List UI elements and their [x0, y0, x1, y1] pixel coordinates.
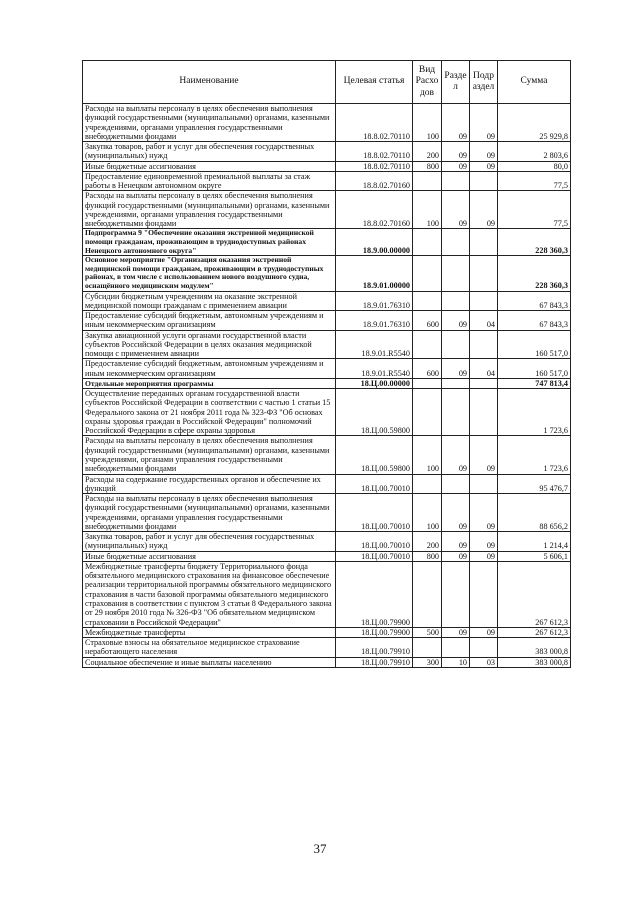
row-section — [442, 638, 470, 658]
row-section — [442, 389, 470, 436]
row-expense-type: 100 — [413, 104, 442, 142]
row-target-code: 18.9.00.00000 — [336, 229, 413, 256]
row-section: 09 — [442, 104, 470, 142]
table-row — [83, 389, 571, 436]
table-row — [83, 171, 571, 191]
row-name: Предоставление единовременной премиальной выплаты за стаж работы в Ненецком автономном округе — [83, 171, 336, 191]
table-row — [83, 161, 571, 171]
header-expense-type: Вид Расхо дов — [413, 61, 442, 104]
row-amount: 267 612,3 — [498, 627, 571, 637]
row-amount: 267 612,3 — [498, 561, 571, 627]
row-section: 09 — [442, 551, 470, 561]
table-header-row — [83, 61, 571, 104]
row-expense-type: 100 — [413, 494, 442, 532]
row-subsection: 03 — [470, 657, 498, 667]
row-target-code: 18.Ц.00.79900 — [336, 561, 413, 627]
row-subsection: 09 — [470, 532, 498, 552]
row-subsection — [470, 330, 498, 359]
budget-table — [82, 60, 571, 668]
row-section — [442, 561, 470, 627]
row-name: Страховые взносы на обязательное медицинское страхование неработающего населения — [83, 638, 336, 658]
row-subsection — [470, 561, 498, 627]
row-name: Иные бюджетные ассигнования — [83, 161, 336, 171]
row-name: Основное мероприятие "Организация оказания экстренной медицинской помощи гражданам, проживающим в труднодоступных районах, в том числе с использованием нового воздушного судна, оснащённого медицинским модулем" — [83, 256, 336, 291]
row-amount: 25 929,8 — [498, 104, 571, 142]
row-section: 09 — [442, 436, 470, 474]
row-amount: 160 517,0 — [498, 359, 571, 379]
row-section — [442, 229, 470, 256]
table-row — [83, 638, 571, 658]
table-row — [83, 436, 571, 474]
row-expense-type: 300 — [413, 657, 442, 667]
row-name: Расходы на выплаты персоналу в целях обеспечения выполнения функций государственными (муниципальными) органами, казенными учреждениями, органами управления государственными внебюджетными фондами — [83, 104, 336, 142]
table-row — [83, 657, 571, 667]
row-target-code: 18.Ц.00.59800 — [336, 389, 413, 436]
row-section — [442, 291, 470, 311]
row-section — [442, 330, 470, 359]
table-row — [83, 532, 571, 552]
row-expense-type: 500 — [413, 627, 442, 637]
row-name: Закупка авиационной услуги органами государственной власти субъектов Российской Федерации в целях оказания медицинской помощи с применением авиации — [83, 330, 336, 359]
row-target-code: 18.8.02.70160 — [336, 191, 413, 229]
table-row — [83, 561, 571, 627]
header-subsection: Подр аздел — [470, 61, 498, 104]
row-amount: 95 476,7 — [498, 474, 571, 494]
row-amount: 383 000,8 — [498, 638, 571, 658]
row-amount: 1 723,6 — [498, 389, 571, 436]
row-subsection: 09 — [470, 551, 498, 561]
row-target-code: 18.9.01.00000 — [336, 256, 413, 291]
table-row — [83, 551, 571, 561]
row-subsection: 04 — [470, 359, 498, 379]
row-subsection — [470, 171, 498, 191]
row-section: 09 — [442, 532, 470, 552]
row-subsection — [470, 378, 498, 388]
row-section: 09 — [442, 142, 470, 162]
row-target-code: 18.Ц.00.79910 — [336, 657, 413, 667]
row-target-code: 18.Ц.00.00000 — [336, 378, 413, 388]
row-amount: 228 360,3 — [498, 229, 571, 256]
table-row — [83, 494, 571, 532]
row-subsection — [470, 229, 498, 256]
header-amount: Сумма — [498, 61, 571, 104]
row-name: Осуществление переданных органам государственной власти субъектов Российской Федерации в соответствии с частью 1 статьи 15 Федерального закона от 21 ноября 2011 года № 323-ФЗ "Об основах охраны здоровья граждан в Российской Федерации" полномочий Российской Федерации в сфере охраны здоровья — [83, 389, 336, 436]
row-section — [442, 474, 470, 494]
row-target-code: 18.Ц.00.59800 — [336, 436, 413, 474]
row-name: Расходы на содержание государственных органов и обеспечение их функций — [83, 474, 336, 494]
row-target-code: 18.8.02.70110 — [336, 142, 413, 162]
row-amount: 77,5 — [498, 191, 571, 229]
table-row — [83, 627, 571, 637]
row-section: 09 — [442, 359, 470, 379]
row-amount: 67 843,3 — [498, 291, 571, 311]
row-amount: 383 000,8 — [498, 657, 571, 667]
header-name: Наименование — [83, 61, 336, 104]
row-subsection: 09 — [470, 142, 498, 162]
row-name: Субсидии бюджетным учреждениям на оказание экстренной медицинской помощи гражданам с применением авиации — [83, 291, 336, 311]
row-target-code: 18.8.02.70110 — [336, 104, 413, 142]
row-section: 09 — [442, 311, 470, 331]
row-subsection: 09 — [470, 627, 498, 637]
row-name: Расходы на выплаты персоналу в целях обеспечения выполнения функций государственными (муниципальными) органами, казенными учреждениями, органами управления государственными внебюджетными фондами — [83, 494, 336, 532]
table-row — [83, 378, 571, 388]
row-target-code: 18.Ц.00.70010 — [336, 494, 413, 532]
row-subsection — [470, 389, 498, 436]
row-expense-type — [413, 256, 442, 291]
row-target-code: 18.9.01.76310 — [336, 311, 413, 331]
row-subsection: 09 — [470, 161, 498, 171]
row-target-code: 18.Ц.00.79900 — [336, 627, 413, 637]
row-expense-type: 200 — [413, 532, 442, 552]
row-name: Межбюджетные трансферты бюджету Территориального фонда обязательного медицинского страхования на финансовое обеспечение реализации территориальной программы обязательного медицинского страхования в части базовой программы обязательного медицинского страхования в соответствии с пунктом 3 статьи 8 Федерального закона от 29 ноября 2010 года № 326-ФЗ "Об обязательном медицинском страховании в Российской Федерации" — [83, 561, 336, 627]
row-subsection: 09 — [470, 494, 498, 532]
row-name: Иные бюджетные ассигнования — [83, 551, 336, 561]
row-subsection — [470, 256, 498, 291]
row-name: Закупка товаров, работ и услуг для обеспечения государственных (муниципальных) нужд — [83, 532, 336, 552]
row-expense-type — [413, 330, 442, 359]
row-section — [442, 171, 470, 191]
row-expense-type — [413, 378, 442, 388]
row-expense-type — [413, 474, 442, 494]
row-expense-type: 100 — [413, 191, 442, 229]
row-expense-type — [413, 229, 442, 256]
row-amount: 88 656,2 — [498, 494, 571, 532]
row-name: Расходы на выплаты персоналу в целях обеспечения выполнения функций государственными (муниципальными) органами, казенными учреждениями, органами управления государственными внебюджетными фондами — [83, 191, 336, 229]
row-amount: 160 517,0 — [498, 330, 571, 359]
table-row — [83, 142, 571, 162]
row-target-code: 18.8.02.70110 — [336, 161, 413, 171]
table-body — [83, 104, 571, 668]
row-target-code: 18.9.01.R5540 — [336, 359, 413, 379]
row-amount: 80,0 — [498, 161, 571, 171]
row-name: Расходы на выплаты персоналу в целях обеспечения выполнения функций государственными (муниципальными) органами, казенными учреждениями, органами управления государственными внебюджетными фондами — [83, 436, 336, 474]
row-target-code: 18.8.02.70160 — [336, 171, 413, 191]
table-row — [83, 474, 571, 494]
row-section — [442, 256, 470, 291]
row-amount: 228 360,3 — [498, 256, 571, 291]
table-row — [83, 256, 571, 291]
row-target-code: 18.Ц.00.70010 — [336, 474, 413, 494]
row-section: 09 — [442, 161, 470, 171]
row-section: 10 — [442, 657, 470, 667]
page-number: 37 — [313, 841, 327, 856]
table-row — [83, 359, 571, 379]
row-amount: 67 843,3 — [498, 311, 571, 331]
row-amount: 747 813,4 — [498, 378, 571, 388]
row-target-code: 18.Ц.00.70010 — [336, 551, 413, 561]
row-target-code: 18.9.01.R5540 — [336, 330, 413, 359]
row-expense-type — [413, 171, 442, 191]
row-expense-type: 800 — [413, 161, 442, 171]
row-name: Предоставление субсидий бюджетным, автономным учреждениям и иным некоммерческим организациям — [83, 311, 336, 331]
row-section: 09 — [442, 494, 470, 532]
table-row — [83, 330, 571, 359]
table-row — [83, 291, 571, 311]
row-expense-type — [413, 561, 442, 627]
row-subsection — [470, 291, 498, 311]
row-subsection: 04 — [470, 311, 498, 331]
row-amount: 1 723,6 — [498, 436, 571, 474]
row-subsection: 09 — [470, 436, 498, 474]
table-row — [83, 311, 571, 331]
header-target: Целевая статья — [336, 61, 413, 104]
row-amount: 1 214,4 — [498, 532, 571, 552]
row-name: Подпрограмма 9 "Обеспечение оказания экстренной медицинской помощи гражданам, проживающим в труднодоступных районах Ненецкого автономного округа" — [83, 229, 336, 256]
row-expense-type: 100 — [413, 436, 442, 474]
row-expense-type: 800 — [413, 551, 442, 561]
table-row — [83, 229, 571, 256]
row-target-code: 18.Ц.00.70010 — [336, 532, 413, 552]
row-expense-type: 600 — [413, 311, 442, 331]
row-target-code: 18.9.01.76310 — [336, 291, 413, 311]
row-subsection — [470, 638, 498, 658]
row-amount: 2 803,6 — [498, 142, 571, 162]
row-amount: 5 606,1 — [498, 551, 571, 561]
row-name: Отдельные мероприятия программы — [83, 378, 336, 388]
row-subsection: 09 — [470, 104, 498, 142]
row-name: Предоставление субсидий бюджетным, автономным учреждениям и иным некоммерческим организациям — [83, 359, 336, 379]
row-subsection — [470, 474, 498, 494]
row-section: 09 — [442, 191, 470, 229]
table-row — [83, 104, 571, 142]
table-row — [83, 191, 571, 229]
row-subsection: 09 — [470, 191, 498, 229]
row-expense-type — [413, 389, 442, 436]
header-section: Разде л — [442, 61, 470, 104]
row-expense-type — [413, 291, 442, 311]
row-expense-type: 200 — [413, 142, 442, 162]
row-section — [442, 378, 470, 388]
row-target-code: 18.Ц.00.79910 — [336, 638, 413, 658]
row-name: Межбюджетные трансферты — [83, 627, 336, 637]
row-section: 09 — [442, 627, 470, 637]
row-name: Социальное обеспечение и иные выплаты населению — [83, 657, 336, 667]
row-name: Закупка товаров, работ и услуг для обеспечения государственных (муниципальных) нужд — [83, 142, 336, 162]
row-expense-type: 600 — [413, 359, 442, 379]
row-amount: 77,5 — [498, 171, 571, 191]
row-expense-type — [413, 638, 442, 658]
